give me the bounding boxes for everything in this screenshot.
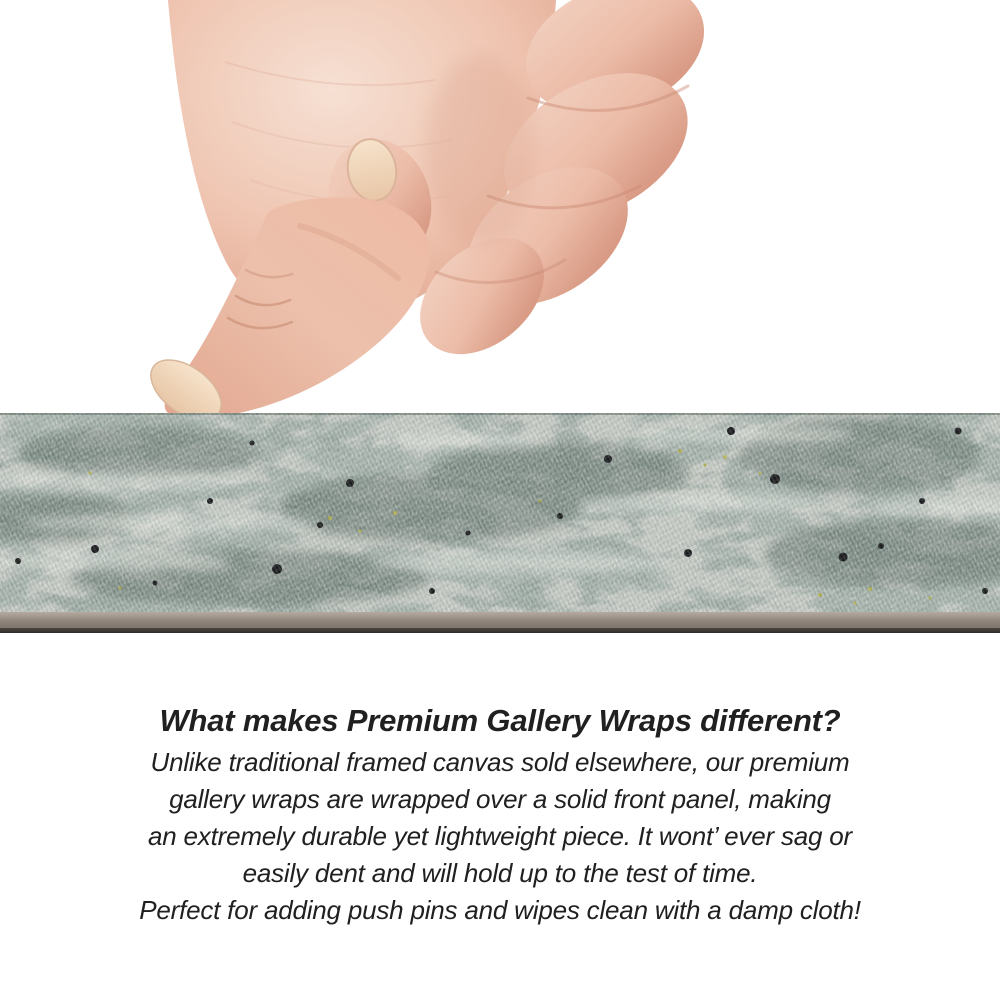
- caption-heading: What makes Premium Gallery Wraps different?: [159, 703, 841, 738]
- caption-line-2: gallery wraps are wrapped over a solid front panel, making: [169, 784, 831, 814]
- canvas-face-texture: [0, 413, 1000, 612]
- caption-line-5: Perfect for adding push pins and wipes clean with a damp cloth!: [139, 895, 861, 925]
- caption-line-1: Unlike traditional framed canvas sold elsewhere, our premium: [150, 747, 850, 777]
- caption: [0, 701, 1000, 929]
- hand-photo: [0, 0, 1000, 433]
- caption-line-4: easily dent and will hold up to the test of time.: [242, 858, 758, 888]
- canvas-bottom-rim: [0, 628, 1000, 633]
- caption-line-3: an extremely durable yet lightweight piece. It wont’ ever sag or: [147, 821, 853, 851]
- canvas-side-edge: [0, 612, 1000, 628]
- palm-shading: [425, 55, 535, 245]
- canvas-edge-photo: [0, 413, 1000, 633]
